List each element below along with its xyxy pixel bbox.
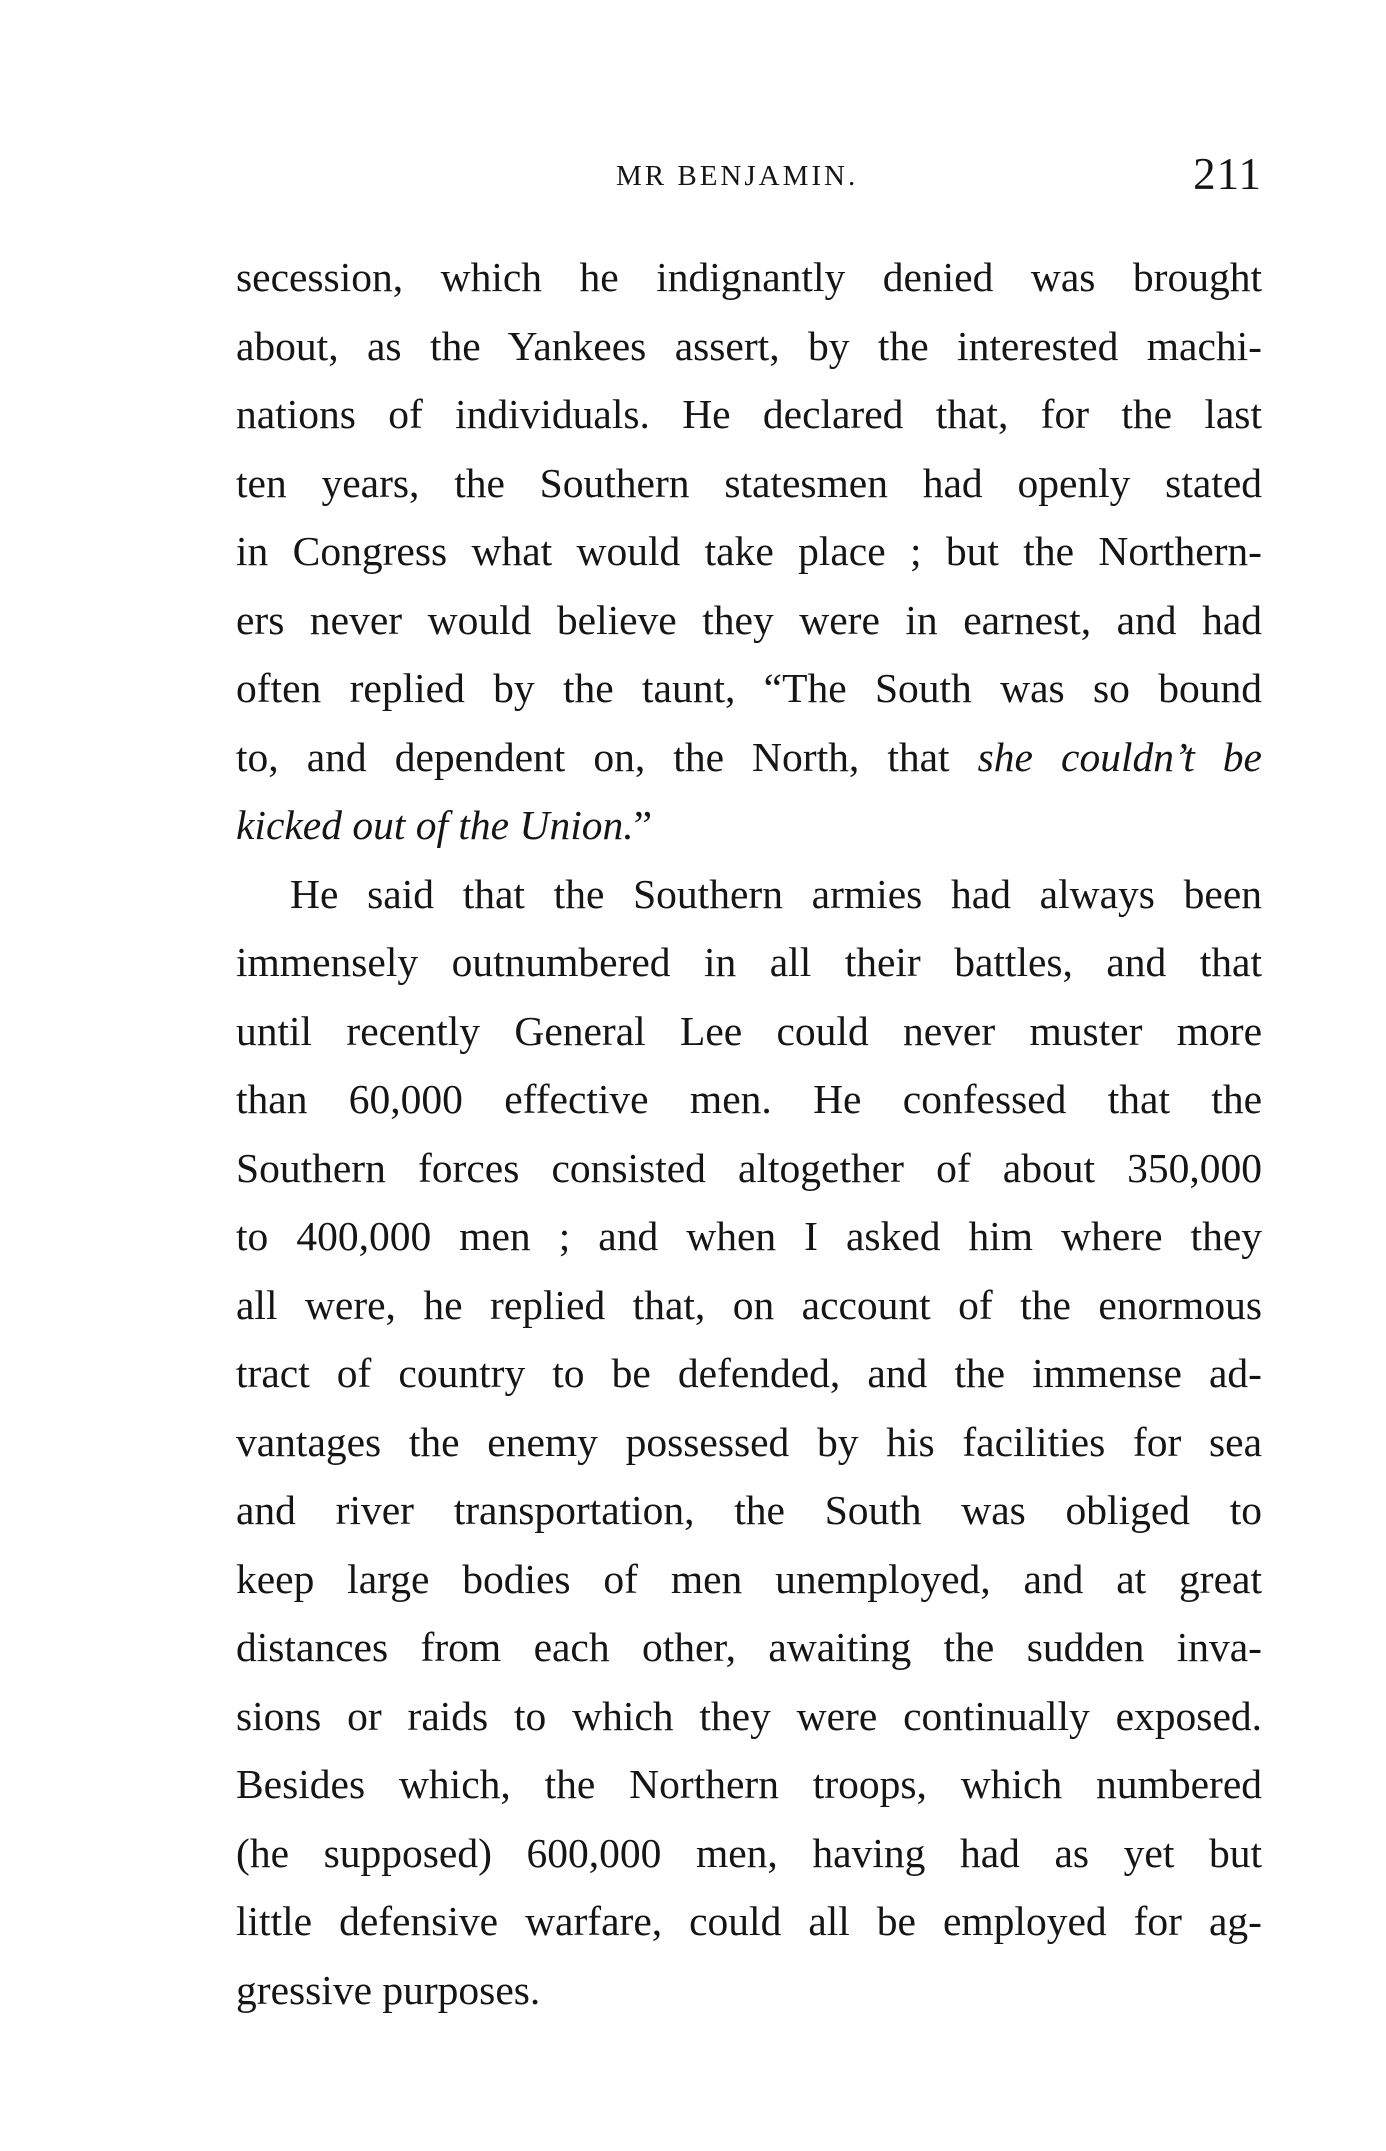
running-head-title: MR BENJAMIN.: [616, 160, 859, 192]
italic-text: she couldn’t be: [977, 733, 1262, 780]
text-segment: all were, he replied that, on account of the enormous: [236, 1281, 1262, 1328]
text-line: [236, 1134, 1262, 1203]
text-line: [236, 654, 1262, 723]
text-segment: Besides which, the Northern troops, which numbered: [236, 1761, 1262, 1807]
text-segment: (he supposed) 600,000 men, having had as yet but: [236, 1829, 1262, 1876]
text-line: [236, 1065, 1262, 1134]
text-segment: in Congress what would take place ; but the Northern-: [236, 528, 1262, 574]
text-line: [236, 997, 1262, 1066]
text-line: [236, 1545, 1262, 1614]
text-segment: and river transportation, the South was obliged to: [236, 1487, 1262, 1533]
text-segment: He said that the Southern armies had always been: [290, 870, 1262, 917]
text-line: [236, 860, 1262, 929]
text-line: [236, 1408, 1262, 1477]
text-line: [236, 1202, 1262, 1271]
text-segment: immensely outnumbered in all their battles, and that: [236, 939, 1262, 985]
text-line: [236, 1819, 1262, 1888]
text-line: [236, 517, 1262, 586]
text-segment: secession, which he indignantly denied was brought: [236, 254, 1262, 300]
text-segment: to, and dependent on, the North, that: [236, 733, 978, 780]
text-segment: sions or raids to which they were continually exposed.: [236, 1692, 1262, 1739]
text-segment: little defensive warfare, could all be employed for ag-: [236, 1898, 1262, 1944]
text-line: [236, 243, 1262, 312]
page-number: 211: [1193, 149, 1262, 199]
text-line: [236, 1956, 1262, 2025]
text-segment: Southern forces consisted altogether of about 350,000: [236, 1144, 1262, 1191]
text-line: [236, 928, 1262, 997]
text-segment: distances from each other, awaiting the sudden inva-: [236, 1624, 1262, 1670]
text-segment: often replied by the taunt, “The South was so bound: [236, 665, 1262, 711]
text-line: [236, 380, 1262, 449]
running-head: [236, 148, 1262, 208]
text-segment: until recently General Lee could never muster more: [236, 1007, 1262, 1054]
italic-text: kicked out of the Union.: [236, 802, 634, 848]
text-line: [236, 449, 1262, 518]
text-segment: tract of country to be defended, and the immense ad-: [236, 1350, 1262, 1396]
text-segment: nations of individuals. He declared that, for the last: [236, 391, 1262, 437]
text-line: [236, 312, 1262, 381]
body-text: [236, 243, 1262, 2024]
text-segment: ”: [633, 802, 653, 848]
text-line: [236, 1750, 1262, 1819]
text-line: [236, 791, 1262, 860]
text-segment: to 400,000 men ; and when I asked him where they: [236, 1213, 1262, 1259]
text-segment: than 60,000 effective men. He confessed that the: [236, 1076, 1262, 1122]
text-line: [236, 1271, 1262, 1340]
text-line: [236, 1339, 1262, 1408]
text-line: [236, 1682, 1262, 1751]
text-line: [236, 1476, 1262, 1545]
text-line: [236, 586, 1262, 655]
text-segment: about, as the Yankees assert, by the interested machi-: [236, 322, 1262, 369]
text-line: [236, 723, 1262, 792]
text-segment: keep large bodies of men unemployed, and at great: [236, 1555, 1262, 1602]
text-line: [236, 1613, 1262, 1682]
text-segment: vantages the enemy possessed by his facilities for sea: [236, 1418, 1262, 1465]
text-line: [236, 1887, 1262, 1956]
text-segment: ten years, the Southern statesmen had openly stated: [236, 459, 1262, 506]
text-segment: ers never would believe they were in earnest, and had: [236, 596, 1262, 643]
text-segment: gressive purposes.: [236, 1966, 541, 2013]
